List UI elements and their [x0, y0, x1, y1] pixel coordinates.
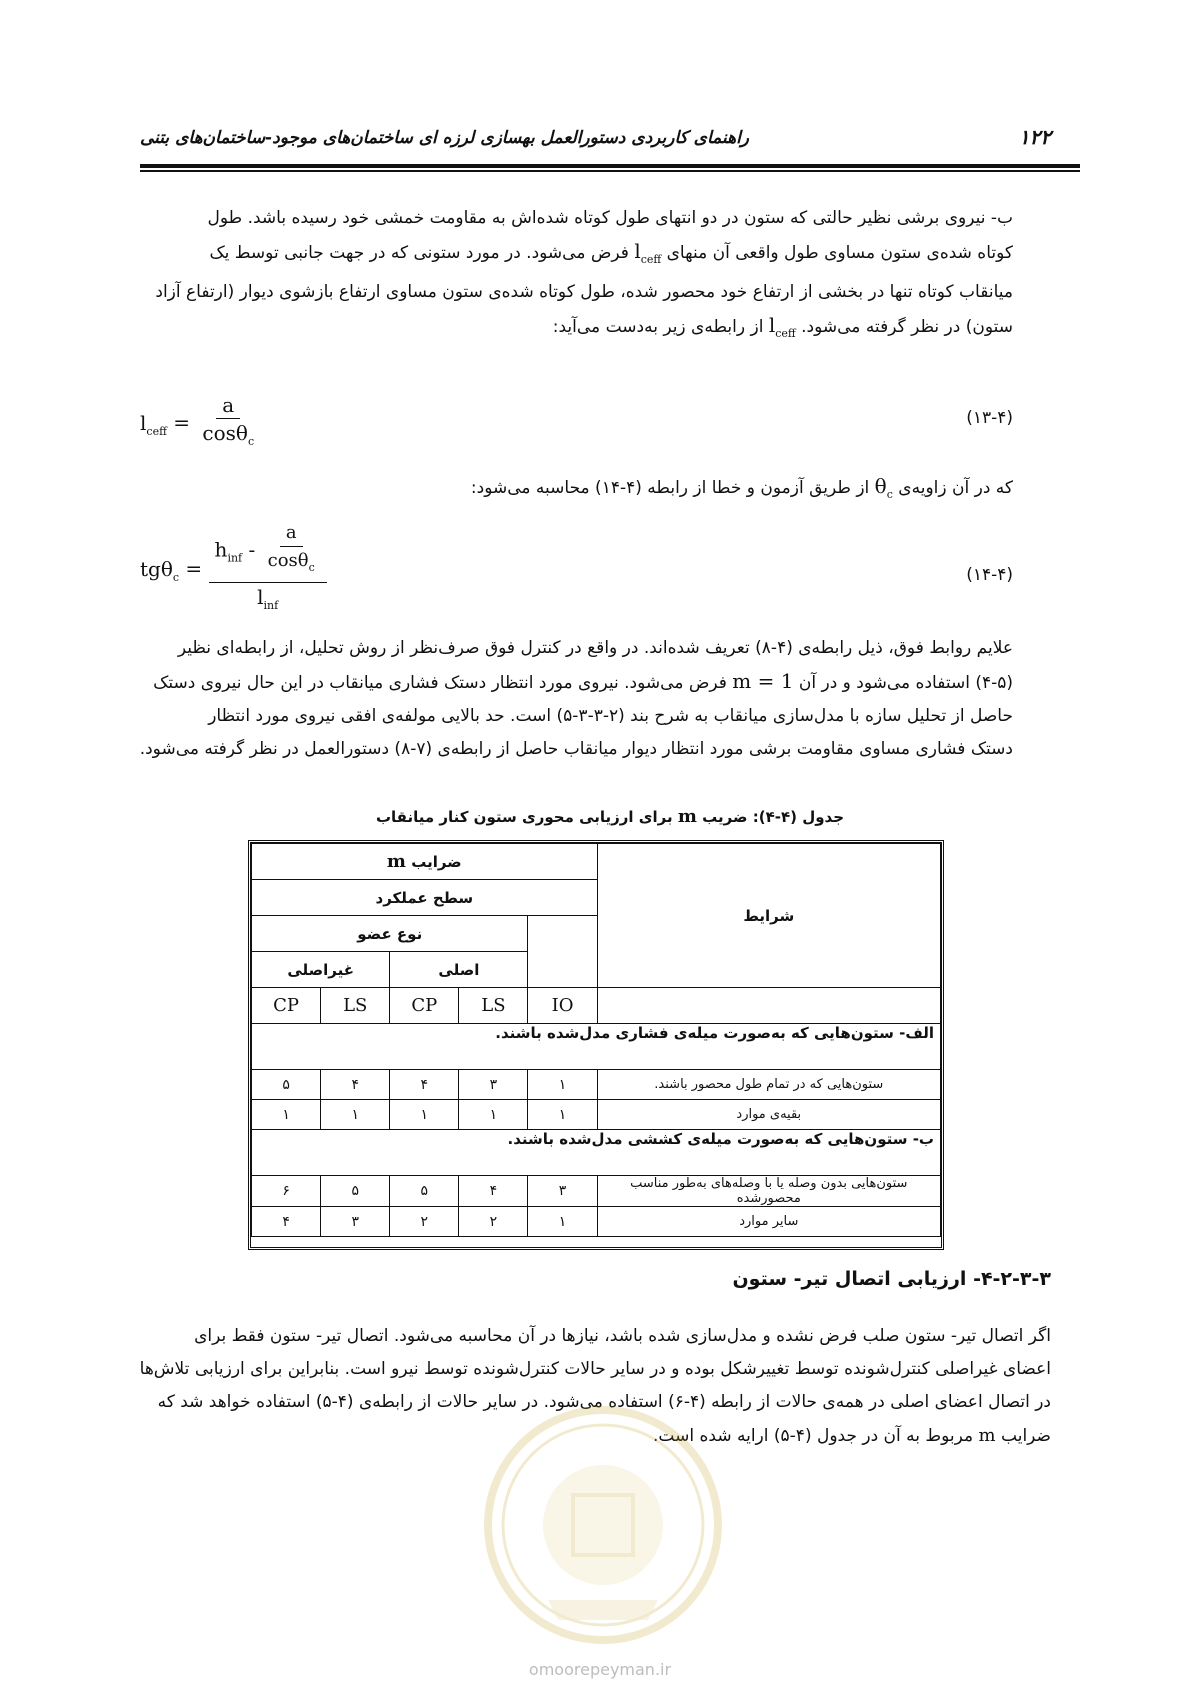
theta-c-symbol: $\theta_c$	[874, 474, 893, 501]
lceff-symbol: $l_{ceff}$	[634, 239, 662, 266]
para1-line1: ب- نیروی برشی نظیر حالتی که ستون در دو انتهای طول کوتاه شده‌اش به مقاومت خمشی خود رسیده باشد. طول	[207, 208, 1013, 228]
table-row: بقیه‌ی موارد ۱ ۱ ۱ ۱ ۱	[252, 1100, 941, 1130]
table-row: ستون‌هایی بدون وصله یا با وصله‌های به‌طور مناسب محصورشده ۳ ۴ ۵ ۵ ۶	[252, 1176, 941, 1207]
equation-number-13-4: (۱۳-۴)	[966, 408, 1013, 428]
equation-14-4	[140, 520, 327, 620]
col-ls-secondary: LS	[321, 988, 390, 1024]
m-coefficient-table	[251, 843, 941, 1237]
header-performance-level: سطح عملکرد	[252, 880, 598, 916]
para2-line1: علایم روابط فوق، ذیل رابطه‌ی (۴-۸) تعریف شده‌اند. در واقع در کنترل فوق صرف‌نظر از روش تحلیل، از رابطه‌ای نظیر	[177, 638, 1013, 658]
section-heading: ۴-۲-۳-۳- ارزیابی اتصال تیر- ستون	[732, 1268, 1051, 1290]
header-secondary: غیراصلی	[252, 952, 390, 988]
header-rule-thick	[140, 164, 1080, 168]
paragraph-theta: که در آن زاویه‌ی $\theta_c$ از طریق آزمون و خطا از رابطه (۴-۱۴) محاسبه می‌شود:	[470, 474, 1013, 501]
equation-13-4	[140, 392, 260, 456]
m-equals-one: m = 1	[732, 669, 794, 693]
header-member-type: نوع عضو	[252, 916, 528, 952]
paragraph-shear-force	[133, 202, 1013, 350]
table-caption: جدول (۴-۴): ضریب m برای ارزیابی محوری ستون کنار میانقاب	[375, 806, 845, 827]
col-cp-secondary: CP	[252, 988, 321, 1024]
para2-line4: دستک فشاری مساوی مقاومت برشی مورد انتظار دیوار میانقاب حاصل از رابطه‌ی (۷-۸) دستورالعمل در نظر گرفته می‌شود.	[139, 739, 1013, 759]
equals-sign: =	[173, 410, 191, 435]
table-row: ستون‌هایی که در تمام طول محصور باشند. ۱ ۳ ۴ ۴ ۵	[252, 1070, 941, 1100]
empty-io-header	[528, 916, 597, 988]
col-cp-primary: CP	[390, 988, 459, 1024]
para3-line4: ضرایب m مربوط به آن در جدول (۴-۵) ارایه شده است.	[653, 1425, 1051, 1446]
fraction: $h_{inf}$ - $\frac{a}{\cos\theta_c}$ $l_{inf}$	[209, 520, 327, 620]
para3-line1: اگر اتصال تیر- ستون صلب فرض نشده و مدل‌سازی شده باشد، نیازها در آن محاسبه می‌شود. اتصال تیر- ستون فقط برای	[194, 1326, 1051, 1346]
para1-line2: کوتاه شده‌ی ستون مساوی طول واقعی آن منهای $l_{ceff}$ فرض می‌شود. در مورد ستونی که در جهت جانبی توسط یک	[209, 239, 1013, 266]
col-ls-primary: LS	[459, 988, 528, 1024]
equals-sign: =	[185, 556, 203, 581]
equation-number-14-4: (۱۴-۴)	[966, 565, 1013, 585]
section-b-heading: ب- ستون‌هایی که به‌صورت میله‌ی کششی مدل‌شده باشند.	[252, 1130, 941, 1176]
section-a-heading: الف- ستون‌هایی که به‌صورت میله‌ی فشاری مدل‌شده باشند.	[252, 1024, 941, 1070]
header-rule-thin	[140, 170, 1080, 172]
table-row: سایر موارد ۱ ۲ ۲ ۳ ۴	[252, 1207, 941, 1237]
watermark-seal-icon	[478, 1400, 728, 1650]
watermark-url: omoorepeyman.ir	[528, 1660, 672, 1679]
para2-line2: (۴-۵) استفاده می‌شود و در آن m = 1 فرض می‌شود. نیروی مورد انتظار دستک فشاری میانقاب در این حال نیروی دستک	[153, 669, 1013, 693]
lceff-symbol: $l_{ceff}$	[140, 410, 167, 438]
header-primary: اصلی	[390, 952, 528, 988]
para1-line4: ستون) در نظر گرفته می‌شود. $l_{ceff}$ از رابطه‌ی زیر به‌دست می‌آید:	[552, 313, 1013, 340]
page-number: ۱۲۲	[1018, 125, 1051, 149]
lceff-symbol: $l_{ceff}$	[768, 313, 796, 340]
para1-line3: میانقاب کوتاه تنها در بخشی از ارتفاع خود محصور شده، طول کوتاه شده‌ی ستون مساوی ارتفاع بازشوی دیوار (ارتفاع آزاد	[155, 282, 1013, 302]
running-header-title: راهنمای کاربردی دستورالعمل بهسازی لرزه ای ساختمان‌های موجود-ساختمان‌های بتنی	[140, 128, 750, 148]
para3-line3: در اتصال اعضای اصلی در همه‌ی حالات از رابطه (۴-۶) استفاده می‌شود. در سایر حالات از رابطه‌ی (۴-۵) استفاده خواهد شد که	[157, 1392, 1051, 1412]
para2-line3: حاصل از تحلیل سازه با مدل‌سازی میانقاب به شرح بند (۲-۳-۳-۵) است. حد بالایی مولفه‌ی افقی نیروی مورد انتظار	[208, 706, 1013, 726]
header-conditions: شرایط	[597, 844, 940, 988]
header-coefficients: ضرایب m	[252, 844, 598, 880]
fraction: $\frac{a}{\cos\theta_c}$	[202, 393, 255, 448]
paragraph-notation	[133, 632, 1013, 766]
tg-theta-symbol: tgθ$_c$	[140, 556, 180, 584]
col-io: IO	[528, 988, 597, 1024]
para3-line2: اعضای غیراصلی کنترل‌شونده توسط تغییرشکل بوده و در سایر حالات کنترل‌شونده توسط نیرو است. بنابراین برای ارزیابی تلاش‌ها	[139, 1359, 1051, 1379]
